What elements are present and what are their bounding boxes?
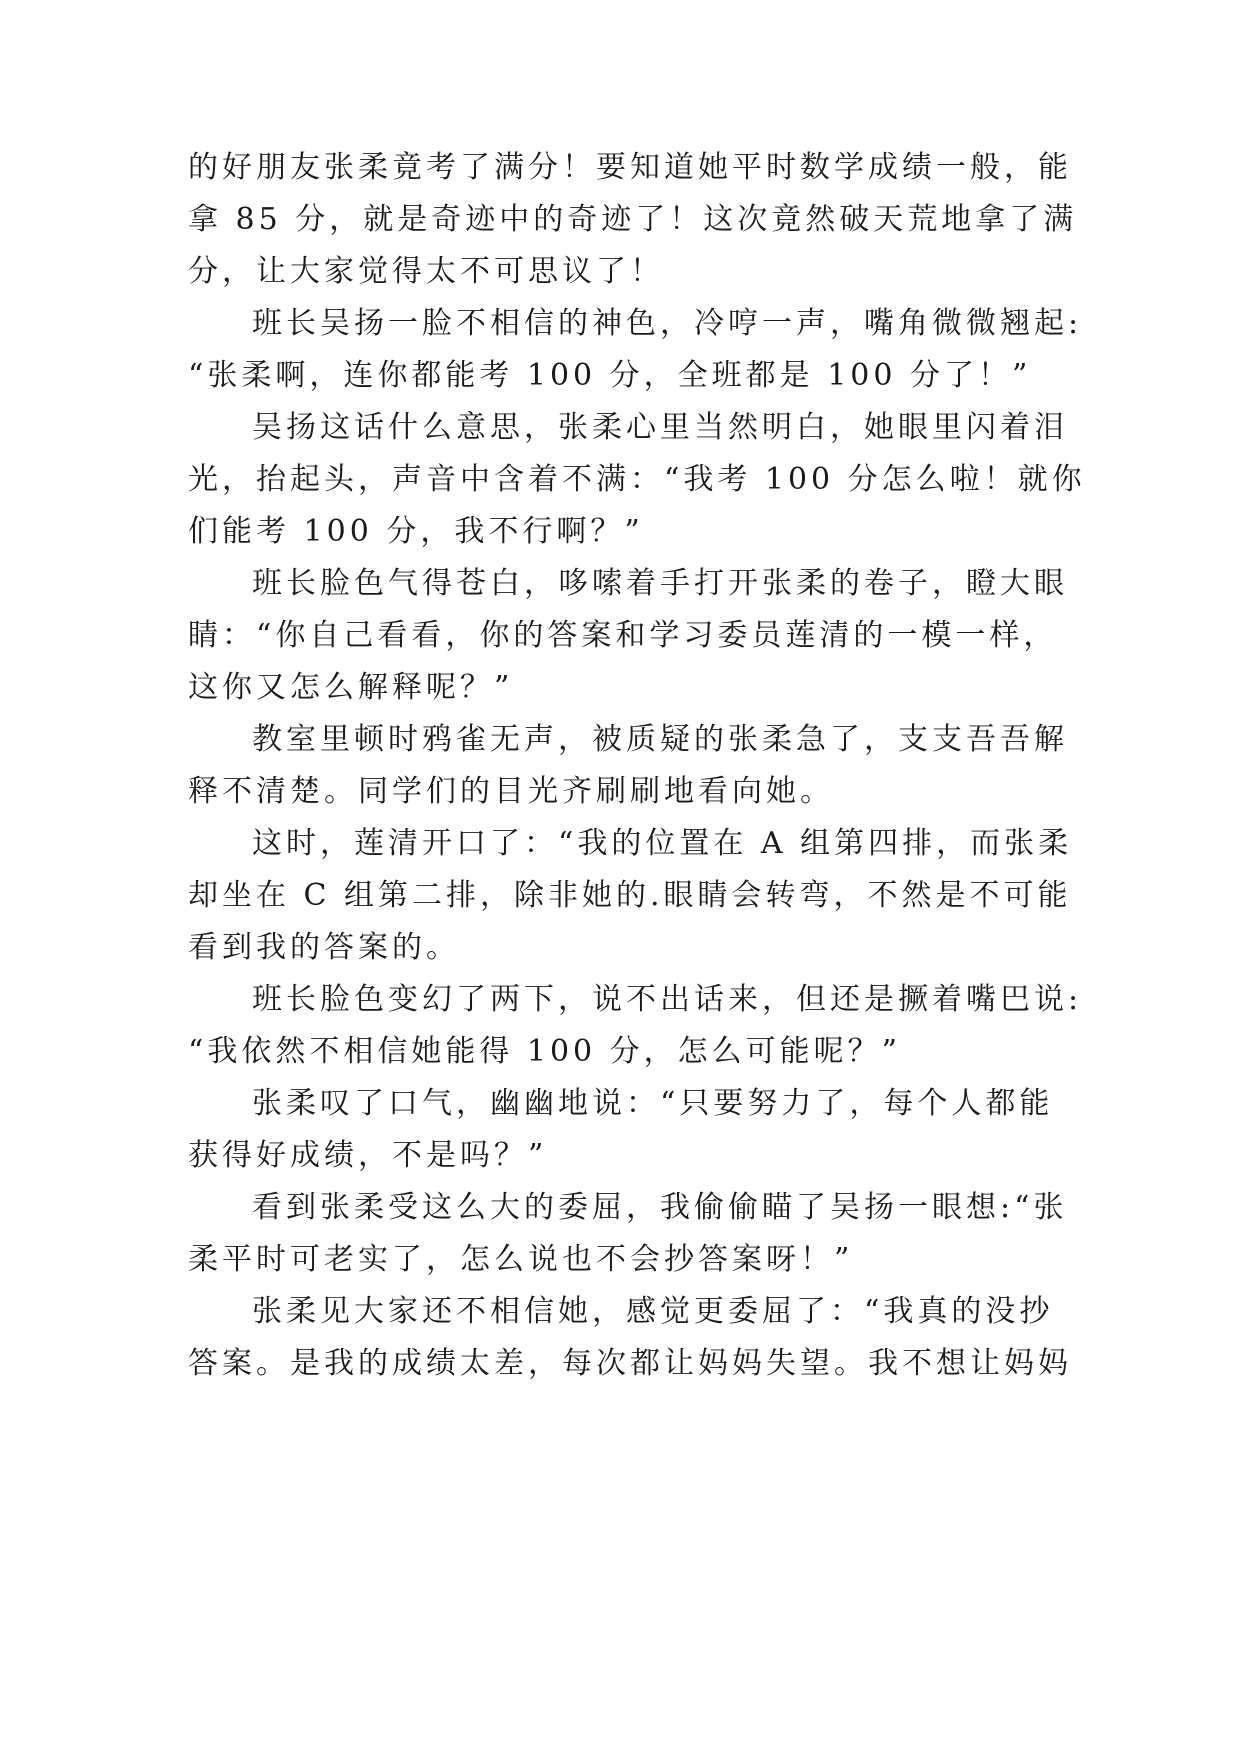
- text-line: 看到我的答案的。: [188, 930, 460, 965]
- text-line: 分，让大家觉得太不可思议了！: [188, 254, 664, 289]
- text-line: 拿 85 分，就是奇迹中的奇迹了！这次竟然破天荒地拿了满: [188, 202, 1078, 237]
- text-line: 获得好成绩，不是吗？”: [188, 1138, 548, 1173]
- text-line: 张柔见大家还不相信她，感觉更委屈了：“我真的没抄: [252, 1294, 1054, 1329]
- text-line: “我依然不相信她能得 100 分，怎么可能呢？”: [188, 1034, 902, 1069]
- text-line: 张柔叹了口气，幽幽地说：“只要努力了，每个人都能: [252, 1086, 1054, 1121]
- text-line: 们能考 100 分，我不行啊？”: [188, 514, 644, 549]
- text-line: 班长吴扬一脸不相信的神色，冷哼一声，嘴角微微翘起:: [252, 306, 1083, 341]
- text-line: 的好朋友张柔竟考了满分！要知道她平时数学成绩一般，能: [188, 150, 1072, 185]
- text-line: 这你又怎么解释呢？”: [188, 670, 514, 705]
- text-line: 这时，莲清开口了：“我的位置在 A 组第四排，而张柔: [252, 826, 1073, 861]
- text-line: 班长脸色变幻了两下，说不出话来，但还是撅着嘴巴说:: [252, 982, 1083, 1017]
- text-line: 吴扬这话什么意思，张柔心里当然明白，她眼里闪着泪: [252, 410, 1068, 445]
- text-line: 睛：“你自己看看，你的答案和学习委员莲清的一模一样，: [188, 618, 1058, 653]
- text-line: 班长脸色气得苍白，哆嗦着手打开张柔的卷子，瞪大眼: [252, 566, 1068, 601]
- text-line: 教室里顿时鸦雀无声，被质疑的张柔急了，支支吾吾解: [252, 722, 1068, 757]
- text-line: 却坐在 C 组第二排，除非她的.眼睛会转弯，不然是不可能: [188, 878, 1072, 913]
- text-line: 释不清楚。同学们的目光齐刷刷地看向她。: [188, 774, 834, 809]
- text-line: 柔平时可老实了，怎么说也不会抄答案呀！”: [188, 1242, 854, 1277]
- text-line: 答案。是我的成绩太差，每次都让妈妈失望。我不想让妈妈: [188, 1346, 1072, 1381]
- text-line: 光，抬起头，声音中含着不满：“我考 100 分怎么啦！就你: [188, 462, 1086, 497]
- text-line: “张柔啊，连你都能考 100 分，全班都是 100 分了！”: [188, 358, 1032, 393]
- text-line: 看到张柔受这么大的委屈，我偷偷瞄了吴扬一眼想:“张: [252, 1190, 1068, 1225]
